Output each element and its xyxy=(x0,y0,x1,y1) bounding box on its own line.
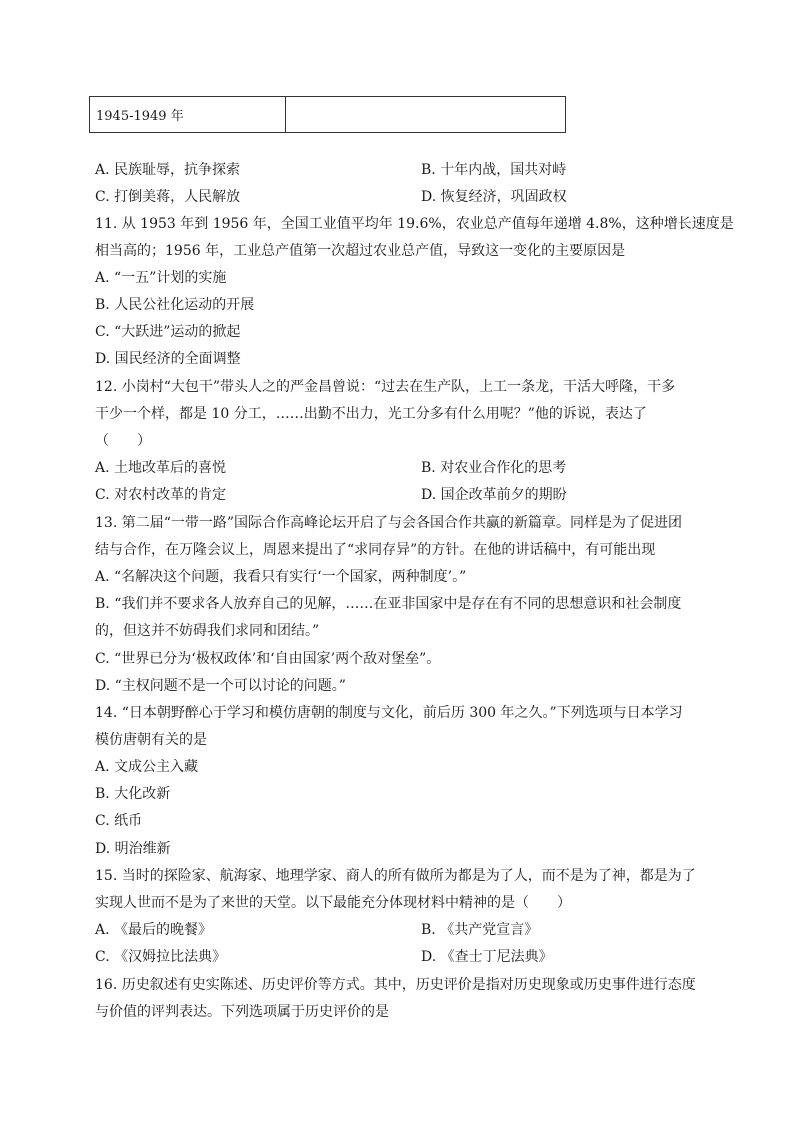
q10-option-b: B. 十年内战，国共对峙 xyxy=(421,162,567,178)
q11-option-a: A. “一五”计划的实施 xyxy=(95,270,227,286)
q15-stem-line-1: 15. 当时的探险家、航海家、地理学家、商人的所有做所为都是为了人，而不是为了神，都是为了 xyxy=(95,868,696,884)
q15-option-c: C. 《汉姆拉比法典》 xyxy=(95,949,227,965)
q12-stem-line-2: 干少一个样，都是 10 分工，……出勤不出力，光工分多有什么用呢？”他的诉说，表达了 xyxy=(95,406,647,422)
q12-option-d: D. 国企改革前夕的期盼 xyxy=(421,487,567,503)
q11-option-d: D. 国民经济的全面调整 xyxy=(95,351,241,367)
q10-option-a: A. 民族耻辱，抗争探索 xyxy=(95,162,241,178)
table-period-cell: 1945-1949 年 xyxy=(90,97,286,132)
q13-option-b-cont: 的，但这并不妨碍我们求同和团结。” xyxy=(95,623,320,639)
q15-stem-line-2: 实现人世而不是为了来世的天堂。以下最能充分体现材料中精神的是（ ） xyxy=(95,895,571,911)
q13-stem-line-1: 13. 第二届“一带一路”国际合作高峰论坛开启了与会各国合作共赢的新篇章。同样是为了促进团 xyxy=(95,515,683,531)
q14-stem-line-2: 模仿唐朝有关的是 xyxy=(95,732,207,748)
q12-option-c: C. 对农村改革的肯定 xyxy=(95,487,227,503)
q12-stem-line-1: 12. 小岗村“大包干”带头人之的严金昌曾说：“过去在生产队，上工一条龙，干活大呼隆，干多 xyxy=(95,379,676,395)
q11-stem-line-1: 11. 从 1953 年到 1956 年，全国工业值平均年 19.6%，农业总产值每年递增 4.8%，这种增长速度是 xyxy=(95,216,734,232)
q11-stem-line-2: 相当高的；1956 年，工业总产值第一次超过农业总产值，导致这一变化的主要原因是 xyxy=(95,243,626,259)
q15-option-b: B. 《共产党宣言》 xyxy=(421,922,539,938)
q13-option-d: D. “主权问题不是一个可以讨论的问题。” xyxy=(95,678,346,694)
q14-option-a: A. 文成公主入藏 xyxy=(95,759,199,775)
q13-stem-line-2: 结与合作，在万隆会议上，周恩来提出了“求同存异”的方针。在他的讲话稿中，有可能出现 xyxy=(95,542,656,558)
q14-option-d: D. 明治维新 xyxy=(95,841,171,857)
q13-option-b: B. “我们并不要求各人放弃自己的见解，……在亚非国家中是存在有不同的思想意识和社会制度 xyxy=(95,596,682,612)
q15-option-d: D. 《查士丁尼法典》 xyxy=(421,949,553,965)
q15-option-a: A. 《最后的晚餐》 xyxy=(95,922,213,938)
q12-option-b: B. 对农业合作化的思考 xyxy=(421,460,567,476)
answer-table xyxy=(89,96,566,133)
q10-option-c: C. 打倒美蒋，人民解放 xyxy=(95,189,241,205)
q11-option-b: B. 人民公社化运动的开展 xyxy=(95,297,255,313)
q12-option-a: A. 土地改革后的喜悦 xyxy=(95,460,227,476)
q14-option-c: C. 纸币 xyxy=(95,813,143,829)
q14-stem-line-1: 14. “日本朝野醉心于学习和模仿唐朝的制度与文化，前后历 300 年之久。”下列选项与日本学习 xyxy=(95,705,683,721)
q12-answer-blank: （ ） xyxy=(95,433,151,449)
q13-option-a: A. “名解决这个问题，我看只有实行‘一个国家，两种制度’。” xyxy=(95,569,467,585)
q14-option-b: B. 大化改新 xyxy=(95,786,171,802)
q11-option-c: C. “大跃进”运动的掀起 xyxy=(95,324,241,340)
q10-option-d: D. 恢复经济，巩固政权 xyxy=(421,189,567,205)
q16-stem-line-2: 与价值的评判表达。下列选项属于历史评价的是 xyxy=(95,1004,389,1020)
q13-option-c: C. “世界已分为‘极权政体’和‘自由国家’两个敌对堡垒”。 xyxy=(95,651,441,667)
q16-stem-line-1: 16. 历史叙述有史实陈述、历史评价等方式。其中，历史评价是指对历史现象或历史事件进行态度 xyxy=(95,977,696,993)
table-content-cell xyxy=(286,97,565,132)
